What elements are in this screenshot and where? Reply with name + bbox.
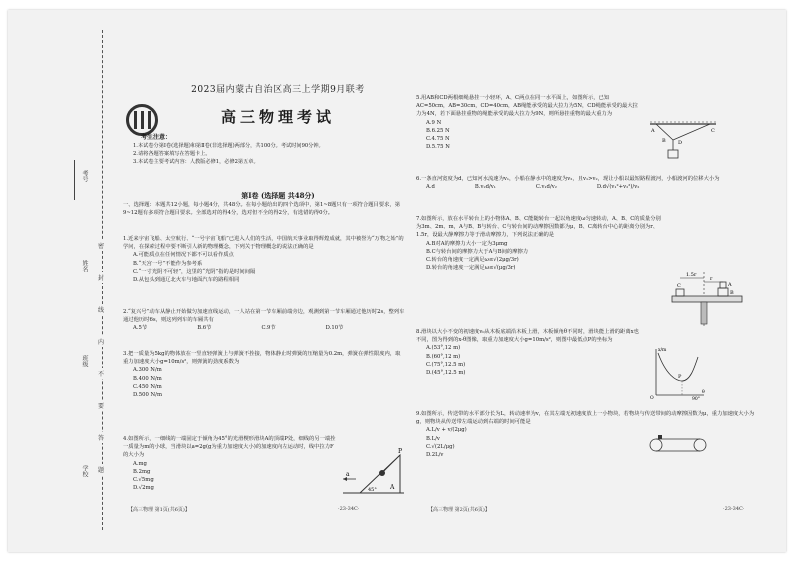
answer-option: C.450 N/m bbox=[133, 383, 162, 390]
seal-word: 要 bbox=[98, 400, 104, 411]
question-stem: 9.如图所示，传送带的水平部分长为L，转动速率为v，在其左端无初速度放上一小物块，若物块与传送带间的动摩擦因数为μ，重力加速度大小为g，则物块从传送带左端运动到右端的时间可能是 bbox=[416, 411, 755, 426]
page-footer-left: 【高三物理 第1页(共6页)】 bbox=[128, 507, 190, 513]
question-9 bbox=[416, 410, 761, 459]
answer-option: A.5节 bbox=[133, 325, 148, 332]
figure-label: B bbox=[730, 290, 734, 296]
question-stem: 6.一条直河宽度为d，已知河水流速为v₁，小船在静水中的速度为v₂，且v₁>v₂，现让小船以最短路程渡河，小船渡河的位移大小为 bbox=[416, 176, 720, 182]
figure-label: a bbox=[346, 471, 350, 478]
seal-word: 不 bbox=[98, 368, 104, 379]
figure-q9-conveyor bbox=[648, 435, 708, 455]
figure-label: A bbox=[651, 128, 655, 134]
part1-intro: 一、选择题：本题共12小题，每小题4分，共48分。在每小题给出的四个选项中，第1~8题只有一项符合题目要求，第9~12题有多项符合题目要求。全部选对的得4分，选对但不全的得2分，有选错的得0分。 bbox=[123, 202, 400, 217]
figure-label: A bbox=[390, 484, 395, 491]
binding-rule bbox=[74, 160, 75, 200]
answer-option: C.(75°,12.5 m) bbox=[426, 361, 466, 368]
page-title: 高三物理考试 bbox=[220, 108, 335, 126]
binding-label-class: 班级 bbox=[81, 355, 88, 367]
notice-item: 1.本试卷分第Ⅰ卷(选择题)和第Ⅱ卷(非选择题)两部分，共100分。考试时间90分钟。 bbox=[133, 143, 324, 149]
seal-word: 题 bbox=[98, 464, 104, 475]
publisher-logo-icon bbox=[126, 104, 158, 136]
binding-label-name: 姓名 bbox=[81, 260, 88, 272]
question-5 bbox=[416, 94, 641, 151]
answer-option: C.v₁d/v₂ bbox=[535, 184, 557, 191]
figure-q5-strings bbox=[648, 120, 718, 165]
question-stem: 4.如图所示，一细线的一端固定于倾角为45°的光滑楔形滑块A的顶端P处，细线的另一端拴一质量为m的小球，当滑块以a=2g(g为重力加速度大小)的加速度向左运动时，线中拉力F的大小为 bbox=[123, 436, 336, 459]
figure-label: D bbox=[678, 140, 683, 146]
binding-margin bbox=[8, 10, 118, 552]
question-4 bbox=[123, 435, 338, 492]
answer-option: A.L/v + v/(2μg) bbox=[426, 427, 467, 434]
question-stem: 3.把一质量为5kg的物体放在一竖直轻弹簧上与弹簧不拴接，物体静止时弹簧的压缩量为0.2m，弹簧在弹性限度内，取重力加速度大小g=10m/s²，则弹簧的劲度系数为 bbox=[123, 351, 401, 366]
answer-option: A.B对A的摩擦力大小一定为3μmg bbox=[426, 240, 508, 247]
exam-sheet bbox=[8, 10, 786, 552]
notice-box bbox=[133, 134, 403, 166]
question-stem: 8.滑块以大小不变的初速度v₀从木板底端沿木板上滑，木板倾角θ不同时，滑块能上滑的距离x也不同，图为得到的x-θ图像，取重力加速度大小g=10m/s²，则图中最低点P的坐标为 bbox=[416, 329, 639, 344]
figure-label: 90° bbox=[692, 397, 700, 400]
answer-option: A.(53°,12 m) bbox=[426, 345, 461, 352]
answer-option: B.L/v bbox=[426, 435, 440, 442]
answer-option: C.“一寸光阴不可轻”，这里的“光阴”指的是时间间隔 bbox=[133, 268, 256, 275]
answer-option: D.从包头到通辽北火车与地面汽车的路程相同 bbox=[133, 277, 240, 284]
answer-option: D.√2mg bbox=[133, 485, 154, 492]
answer-option: A.可能质点在任何情况下都不可以看作质点 bbox=[133, 252, 234, 259]
question-7 bbox=[416, 215, 661, 272]
figure-label: C bbox=[677, 283, 681, 289]
answer-option: B.(60°,12 m) bbox=[426, 353, 461, 360]
figure-q4-wedge bbox=[338, 445, 408, 500]
question-1 bbox=[123, 235, 405, 284]
seal-word: 密 bbox=[98, 240, 104, 251]
page-footer-right: 【高三物理 第2页(共6页)】 bbox=[428, 507, 490, 513]
answer-option: B.400 N/m bbox=[133, 375, 162, 382]
question-stem: 7.如图所示，放在水平转台上的小物体A、B、C能随转台一起以角速度ω匀速转动，A、B、C的质量分别为3m、2m、m，A与B、B与转台、C与转台间的动摩擦因数都为μ，B、C离转台中心的距离分别为r、1.5r，设最大静摩擦力等于滑动摩擦力，下列说法正确的是 bbox=[416, 216, 661, 239]
exam-name: 2023届内蒙古自治区高三上学期9月联考 bbox=[191, 85, 365, 95]
page-code-left: ·23-34C· bbox=[338, 506, 360, 512]
answer-option: D.10节 bbox=[325, 325, 344, 332]
page-code-right: ·23-34C· bbox=[723, 506, 745, 512]
question-6 bbox=[416, 175, 761, 191]
notice-heading: 考生注意： bbox=[141, 134, 172, 141]
question-stem: 5.用AB和CD两根细绳悬挂一小轻环，A、C两点在同一水平面上，如图所示，已知AC=50cm，AB=30cm，CD=40cm，AB绳能承受的最大拉力为5N，CD绳能承受的最大拉力为4N，若下面悬挂重物的绳能承受的最大拉力为9N，则所悬挂重物的最大重力为 bbox=[416, 95, 638, 118]
figure-label: 45° bbox=[368, 487, 377, 493]
figure-label: C bbox=[711, 128, 715, 134]
answer-option: A.d bbox=[426, 184, 435, 191]
figure-q8-graph bbox=[648, 345, 708, 400]
figure-label: x/m bbox=[658, 348, 667, 353]
seal-word: 线 bbox=[98, 304, 104, 315]
answer-option: D.5.75 N bbox=[426, 144, 450, 151]
binding-label-exam-no: 考号 bbox=[81, 170, 88, 182]
answer-option: C.转台的角速度一定满足ω≤√(2μg/3r) bbox=[426, 257, 519, 264]
figure-label: B bbox=[662, 138, 666, 144]
figure-q7-turntable bbox=[668, 268, 748, 330]
figure-label: P bbox=[678, 374, 682, 380]
answer-option: D.d√(v₁²+v₂²)/v₂ bbox=[596, 184, 640, 191]
notice-item: 3.本试卷主要考试内容：人教版必修1，必修2第五章。 bbox=[133, 159, 259, 165]
answer-option: B.v₂d/v₁ bbox=[474, 184, 496, 191]
question-2 bbox=[123, 308, 405, 333]
figure-label: θ bbox=[702, 390, 705, 395]
figure-label: A bbox=[728, 282, 732, 288]
answer-option: B.“天宫一号”不能作为参考系 bbox=[133, 260, 203, 267]
answer-option: B.6.25 N bbox=[426, 127, 450, 134]
figure-label: r bbox=[710, 276, 713, 282]
question-3 bbox=[123, 350, 405, 399]
answer-option: D.2L/v bbox=[426, 452, 444, 459]
answer-option: B.C与转台间的摩擦力大于A与B间的摩擦力 bbox=[426, 248, 529, 255]
answer-option: C.√5mg bbox=[133, 477, 154, 484]
question-8 bbox=[416, 328, 641, 377]
answer-option: B.2mg bbox=[133, 468, 151, 475]
seal-word: 封 bbox=[98, 272, 104, 283]
question-stem: 1.近来宇宙飞船、太空航行、“一号宇宙飞船”已进入人们的生活，中国航天事业取得辉煌成就，其中被誉为“万物之始”的学问，在探索过程中要不断引人新的物理概念，下列关于物理概念的说法正确的是 bbox=[123, 236, 404, 251]
question-stem: 2.“复兴号”动车从静止开始做匀加速直线运动，一人站在第一节车厢前端旁边，观测到第一节车厢通过他历时2s，整列车通过他历时6s，则这列列车的车厢共有 bbox=[123, 309, 405, 324]
answer-option: C.√(2L/μg) bbox=[426, 443, 455, 450]
answer-options-row bbox=[416, 183, 761, 191]
binding-label-school: 学校 bbox=[81, 465, 88, 477]
answer-option: A.9 N bbox=[426, 119, 442, 126]
part1-title: 第Ⅰ卷 (选择题 共48分) bbox=[241, 191, 315, 200]
answer-option: D.(45°,12.5 m) bbox=[426, 370, 466, 377]
figure-label: O bbox=[650, 396, 654, 400]
answer-option: C.4.75 N bbox=[426, 136, 450, 143]
figure-label: 1.5r bbox=[686, 272, 697, 278]
answer-option: D.转台的角速度一定满足ω≤√(μg/3r) bbox=[426, 265, 516, 272]
notice-item: 2.请将各题答案填写在答题卡上。 bbox=[133, 151, 211, 157]
seal-word: 答 bbox=[98, 432, 104, 443]
answer-option: A.mg bbox=[133, 460, 147, 467]
answer-option: D.500 N/m bbox=[133, 392, 162, 399]
answer-option: C.9节 bbox=[261, 325, 276, 332]
figure-label: P bbox=[398, 448, 403, 455]
answer-option: A.300 N/m bbox=[133, 367, 162, 374]
answer-options-row bbox=[123, 324, 405, 332]
seal-word: 内 bbox=[98, 336, 104, 347]
answer-option: B.6节 bbox=[197, 325, 212, 332]
